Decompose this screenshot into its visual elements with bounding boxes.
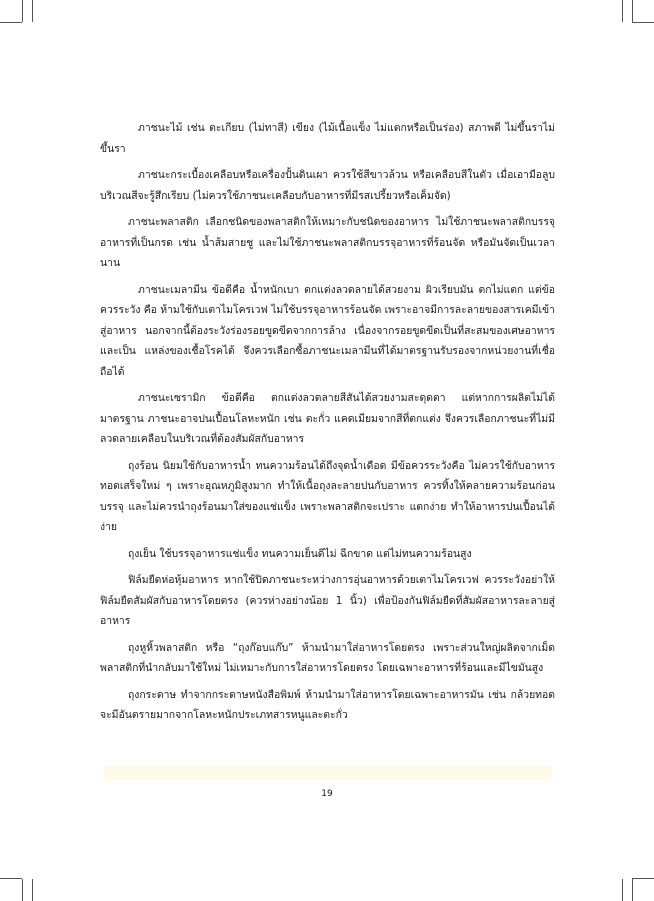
paragraph-hot-bags: ถุงร้อน นิยมใช้กับอาหารน้ำ ทนความร้อนได้ถึงจุดน้ำเดือด มีข้อควรระวังคือ ไม่ควรใช้กับอาหารทอดเสร็จใหม่ ๆ เพราะอุณหภูมิสูงมาก ทำให้เนื้อถุงละลายปนกับอาหาร ควรทิ้งให้คลายความร้อนก่อนบรรจุ และไม่ควรนำถุงร้อนมาใส่ของแช่แข็ง เพราะพลาสติกจะเปราะ แตกง่าย ทำให้อาหารปนเปื้อนได้ง่าย — [100, 459, 555, 533]
paragraph-plastic-containers: ภาชนะพลาสติก เลือกชนิดของพลาสติกให้เหมาะกับชนิดของอาหาร ไม่ใช้ภาชนะพลาสติกบรรจุอาหารที่เป็นกรด เช่น น้ำส้มสายชู และไม่ใช้ภาชนะพลาสติกบรรจุอาหารที่ร้อนจัด หรือมันจัดเป็นเวลานาน — [100, 216, 555, 269]
paragraph-melamine: ภาชนะเมลามีน ข้อดีคือ น้ำหนักเบา ตกแต่งลวดลายได้สวยงาม ผิวเรียบมัน ตกไม่แตก แต่ข้อควรระวัง คือ ห้ามใช้กับเตาไมโครเวฟ ไม่ใช้บรรจุอาหารร้อนจัด เพราะอาจมีการละลายของสารเคมีเข้าสู่อาหาร นอกจากนี้ต้องระวังร่องรอยขูดขีดจากการล้าง เนื่องจากรอยขูดขีดเป็นที่สะสมของเศษอาหารและเป็น แหล่งของเชื้อโรคได้ จึงควรเลือกซื้อภาชนะเมลามีนที่ได้มาตรฐานรับรองจากหน่วยงานที่เชื่อถือได้ — [100, 283, 555, 378]
crop-mark-top-left-v — [22, 0, 23, 22]
crop-mark-top-left-v2 — [32, 0, 33, 22]
crop-mark-top-right-v2 — [632, 0, 633, 22]
page-number: 19 — [321, 789, 333, 799]
crop-mark-bottom-left-v2 — [32, 879, 33, 901]
paragraph-plastic-handle-bags: ถุงหูหิ้วพลาสติก หรือ “ถุงก๊อบแก๊บ” ห้ามนำมาใส่อาหารโดยตรง เพราะส่วนใหญ่ผลิตจากเม็ดพลาสติกที่นำกลับมาใช้ใหม่ ไม่เหมาะกับการใส่อาหารโดยตรง โดยเฉพาะอาหารที่ร้อนและมีไขมันสูง — [100, 641, 555, 674]
paragraph-ceramic: ภาชนะเซรามิก ข้อดีคือ ตกแต่งลวดลายสีสันได้สวยงามสะดุดตา แต่หากการผลิตไม่ได้มาตรฐาน ภาชนะอาจปนเปื้อนโลหะหนัก เช่น ตะกั่ว แคดเมียมจากสีที่ตกแต่ง จึงควรเลือกภาชนะที่ไม่มีลวดลายเคลือบในบริเวณที่ต้องสัมผัสกับอาหาร — [100, 392, 555, 445]
paragraph-ceramic-glazed: ภาชนะกระเบื้องเคลือบหรือเครื่องปั้นดินเผา ควรใช้สีขาวล้วน หรือเคลือบสีในตัว เมื่อเอามือลูบบริเวณสีจะรู้สึกเรียบ (ไม่ควรใช้ภาชนะเคลือบกับอาหารที่มีรสเปรี้ยวหรือเค็มจัด) — [100, 169, 555, 202]
footer-highlight-band — [104, 766, 552, 780]
crop-mark-top-right-v — [622, 0, 623, 22]
paragraph-cold-bags: ถุงเย็น ใช้บรรจุอาหารแช่แข็ง ทนความเย็นดีไม่ ฉีกขาด แต่ไม่ทนความร้อนสูง — [128, 547, 472, 560]
crop-mark-top-right-h — [632, 22, 654, 23]
paragraph-wooden-containers: ภาชนะไม้ เช่น ตะเกียบ (ไม่ทาสี) เขียง (ไม้เนื้อแข็ง ไม่แตกหรือเป็นร่อง) สภาพดี ไม่ขึ้นราไม่ขึ้นรา — [100, 122, 555, 155]
crop-mark-bottom-left-h — [0, 878, 22, 879]
paragraph-paper-bags: ถุงกระดาษ ทำจากกระดาษหนังสือพิมพ์ ห้ามนำมาใส่อาหารโดยเฉพาะอาหารมัน เช่น กล้วยทอด จะมีอันตรายมากจากโลหะหนักประเภทสารหนูและตะกั่ว — [100, 688, 555, 721]
document-body — [100, 118, 555, 732]
crop-mark-bottom-right-v — [622, 879, 623, 901]
crop-mark-top-left-h — [0, 22, 22, 23]
crop-mark-bottom-right-v2 — [632, 879, 633, 901]
crop-mark-bottom-left-v — [22, 879, 23, 901]
paragraph-cling-film: ฟิล์มยืดห่อหุ้มอาหาร หากใช้ปิดภาชนะระหว่างการอุ่นอาหารด้วยเตาไมโครเวฟ ควรระวังอย่าให้ฟิล์มยืดสัมผัสกับอาหารโดยตรง (ควรห่างอย่างน้อย 1 นิ้ว) เพื่อป้องกันฟิล์มยืดที่สัมผัสอาหารละลายสู่อาหาร — [100, 574, 555, 627]
crop-mark-bottom-right-h — [632, 878, 654, 879]
